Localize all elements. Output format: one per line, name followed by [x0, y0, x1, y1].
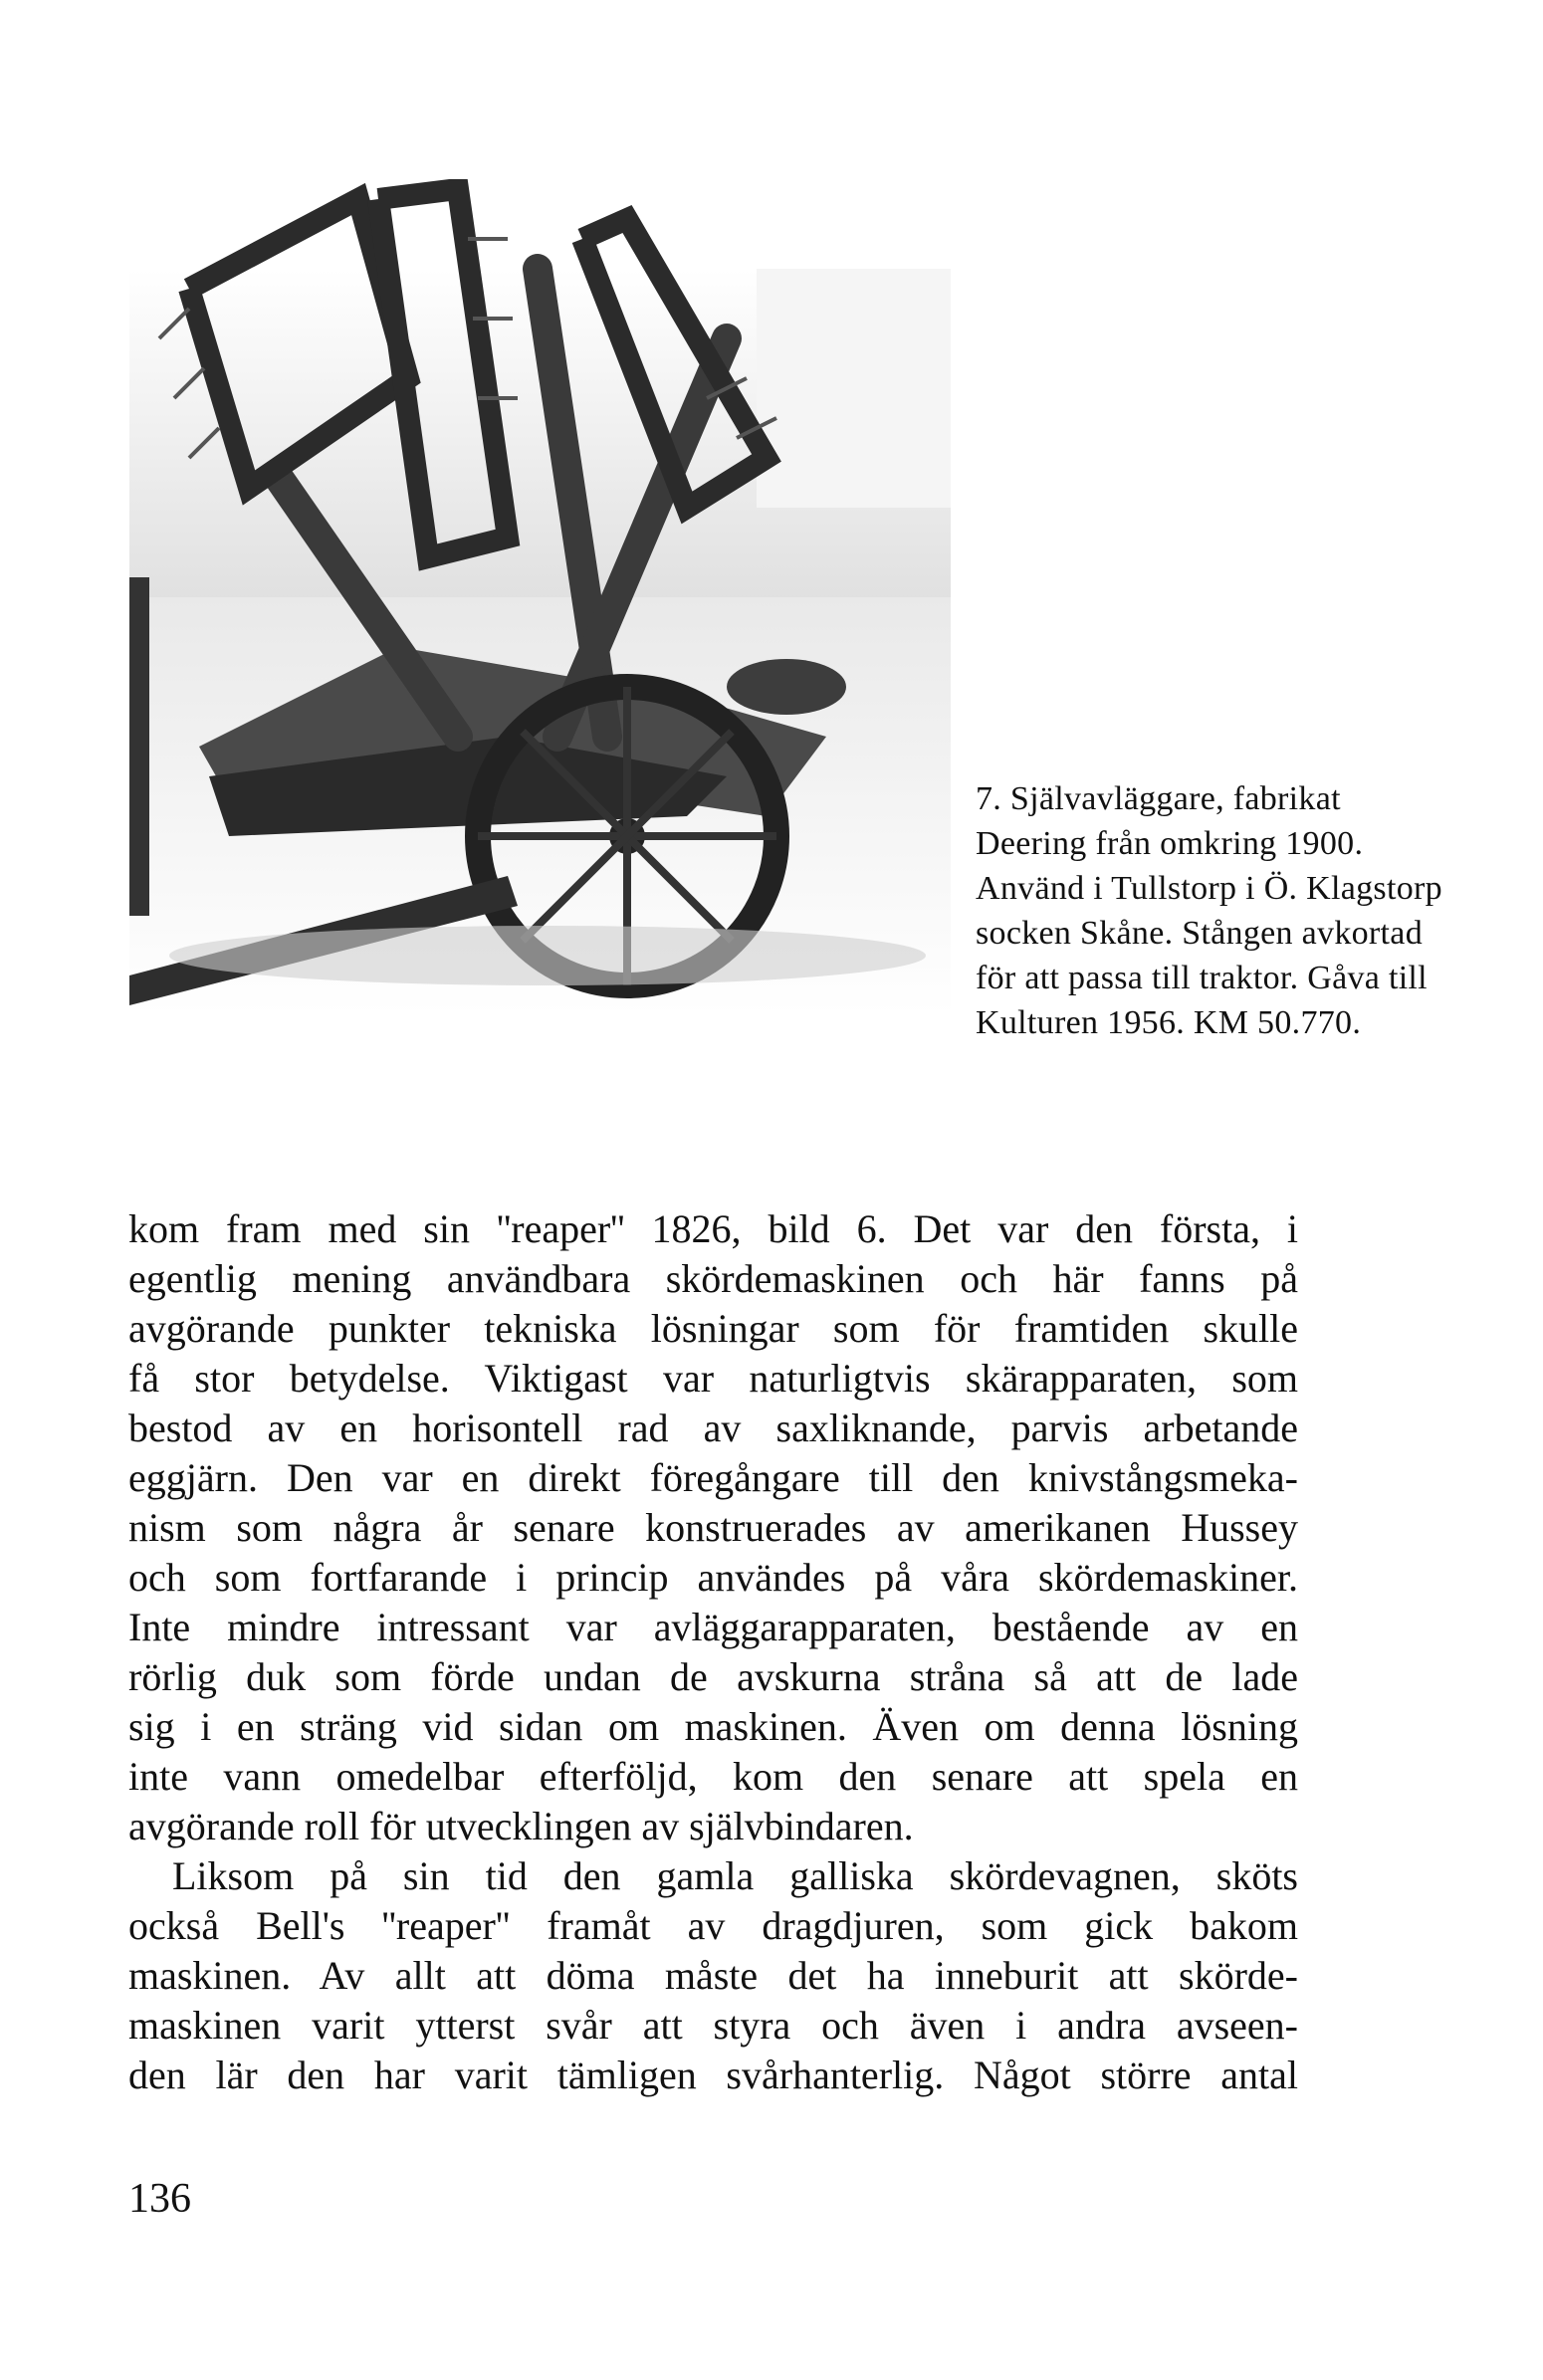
text-line: och som fortfarande i princip användes på våra skördemaskiner. [128, 1555, 1298, 1600]
text-line: sig i en sträng vid sidan om maskinen. Även om denna lösning [128, 1704, 1298, 1749]
text-line: Liksom på sin tid den gamla galliska skördevagnen, sköts [172, 1853, 1298, 1898]
text-line: Inte mindre intressant var avläggarapparaten, bestående av en [128, 1605, 1298, 1649]
caption-line: 7. Självavläggare, fabrikat [976, 780, 1341, 817]
text-line: maskinen varit ytterst svår att styra och även i andra avseen- [128, 2003, 1298, 2048]
page-number: 136 [128, 2176, 191, 2222]
caption-line: Kulturen 1956. KM 50.770. [976, 1004, 1362, 1041]
text-line: maskinen. Av allt att döma måste det ha inneburit att skörde- [128, 1953, 1298, 1998]
caption-line: Deering från omkring 1900. [976, 825, 1364, 862]
text-line: också Bell's ''reaper'' framåt av dragdjuren, som gick bakom [128, 1903, 1298, 1948]
reaper-machine-photo [129, 179, 951, 1055]
text-line: den lär den har varit tämligen svårhanterlig. Något större antal [128, 2053, 1298, 2097]
text-line: eggjärn. Den var en direkt föregångare till den knivstångsmeka- [128, 1455, 1298, 1500]
text-line: bestod av en horisontell rad av saxliknande, parvis arbetande [128, 1406, 1298, 1450]
body-text [128, 1204, 1298, 2100]
caption-line: Använd i Tullstorp i Ö. Klagstorp [976, 870, 1442, 907]
text-line: kom fram med sin ''reaper'' 1826, bild 6. Det var den första, i [128, 1206, 1298, 1251]
text-line: avgörande roll för utvecklingen av självbindaren. [128, 1804, 914, 1848]
caption-line: för att passa till traktor. Gåva till [976, 960, 1428, 996]
text-line: rörlig duk som förde undan de avskurna stråna så att de lade [128, 1654, 1298, 1699]
text-line: inte vann omedelbar efterföljd, kom den senare att spela en [128, 1754, 1298, 1799]
caption-line: socken Skåne. Stången avkortad [976, 915, 1423, 952]
figure-caption [976, 776, 1473, 1045]
text-line: få stor betydelse. Viktigast var naturligtvis skärapparaten, som [128, 1356, 1298, 1401]
text-line: egentlig mening användbara skördemaskinen och här fanns på [128, 1256, 1298, 1301]
text-line: avgörande punkter tekniska lösningar som för framtiden skulle [128, 1306, 1298, 1351]
text-line: nism som några år senare konstruerades av amerikanen Hussey [128, 1505, 1298, 1550]
